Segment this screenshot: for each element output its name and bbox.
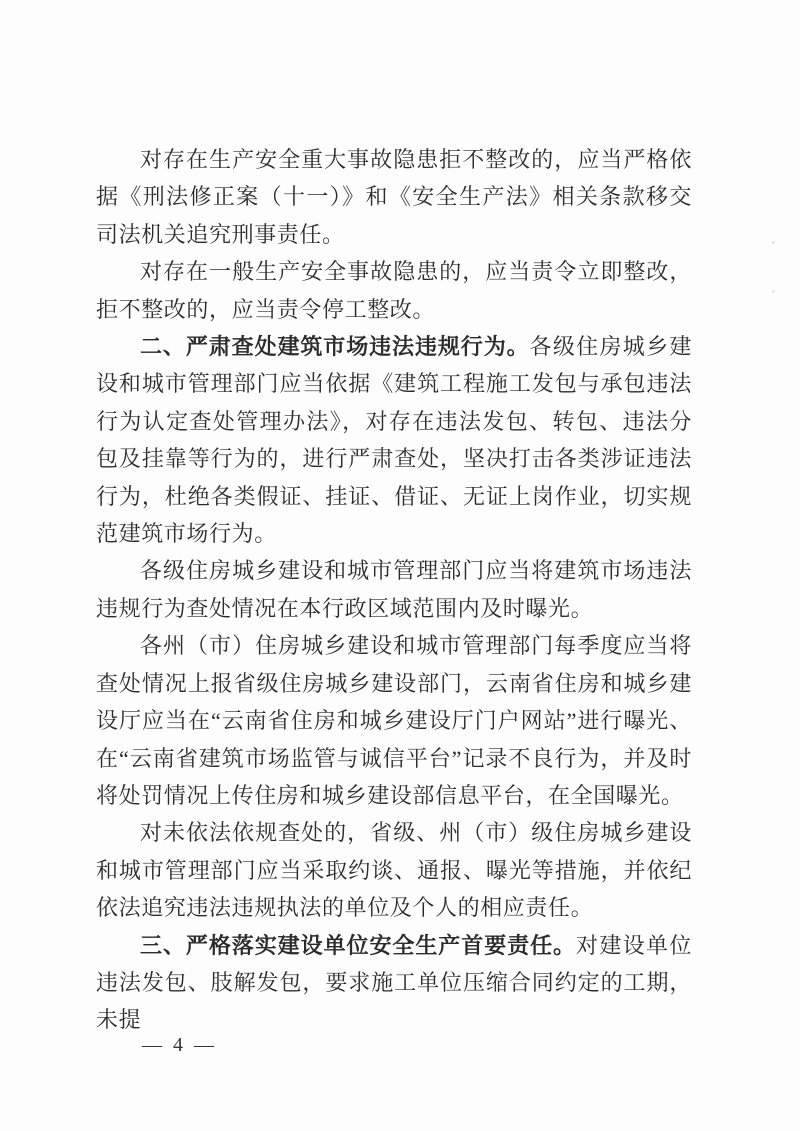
paragraph	[96, 627, 692, 814]
paragraph	[96, 253, 692, 328]
section-heading-segment: 二、严肃查处建筑市场违法违规行为。	[140, 334, 530, 360]
body-text-segment: 各级住房城乡建设和城市管理部门应当依据《建筑工程施工发包与承包违法行为认定查处管理办法》，对存在违法发包、转包、违法分包及挂靠等行为的，进行严肃查处，坚决打击各类涉证违法行为，杜绝各类假证、挂证、借证、无证上岗作业，切实规范建筑市场行为。	[96, 334, 693, 547]
page-number: — 4 —	[142, 1034, 217, 1056]
document-body	[96, 141, 692, 1039]
paragraph	[96, 814, 692, 926]
scan-speck	[772, 290, 775, 293]
body-text-segment: 对存在一般生产安全事故隐患的，应当责令立即整改，拒不整改的，应当责令停工整改。	[96, 259, 692, 322]
body-text-segment: 对建设单位违法发包、肢解发包，要求施工单位压缩合同约定的工期，未提	[96, 932, 692, 1033]
scan-speck	[772, 241, 775, 244]
paragraph	[96, 927, 692, 1039]
section-heading-segment: 三、严格落实建设单位安全生产首要责任。	[140, 932, 576, 958]
body-text-segment: 对未依法依规查处的，省级、州（市）级住房城乡建设和城市管理部门应当采取约谈、通报、曝光等措施，并依纪依法追究违法违规执法的单位及个人的相应责任。	[96, 820, 692, 921]
body-text-segment: 各级住房城乡建设和城市管理部门应当将建筑市场违法违规行为查处情况在本行政区域范围内及时曝光。	[96, 558, 692, 621]
paragraph	[96, 552, 692, 627]
paragraph	[96, 141, 692, 253]
paragraph	[96, 328, 692, 552]
body-text-segment: 对存在生产安全重大事故隐患拒不整改的，应当严格依据《刑法修正案（十一）》和《安全生产法》相关条款移交司法机关追究刑事责任。	[96, 147, 692, 247]
body-text-segment: 各州（市）住房城乡建设和城市管理部门每季度应当将查处情况上报省级住房城乡建设部门，云南省住房和城乡建设厅应当在“云南省住房和城乡建设厅门户网站”进行曝光、在“云南省建筑市场监管与诚信平台”记录不良行为，并及时将处罚情况上传住房和城乡建设部信息平台，在全国曝光。	[96, 633, 692, 808]
